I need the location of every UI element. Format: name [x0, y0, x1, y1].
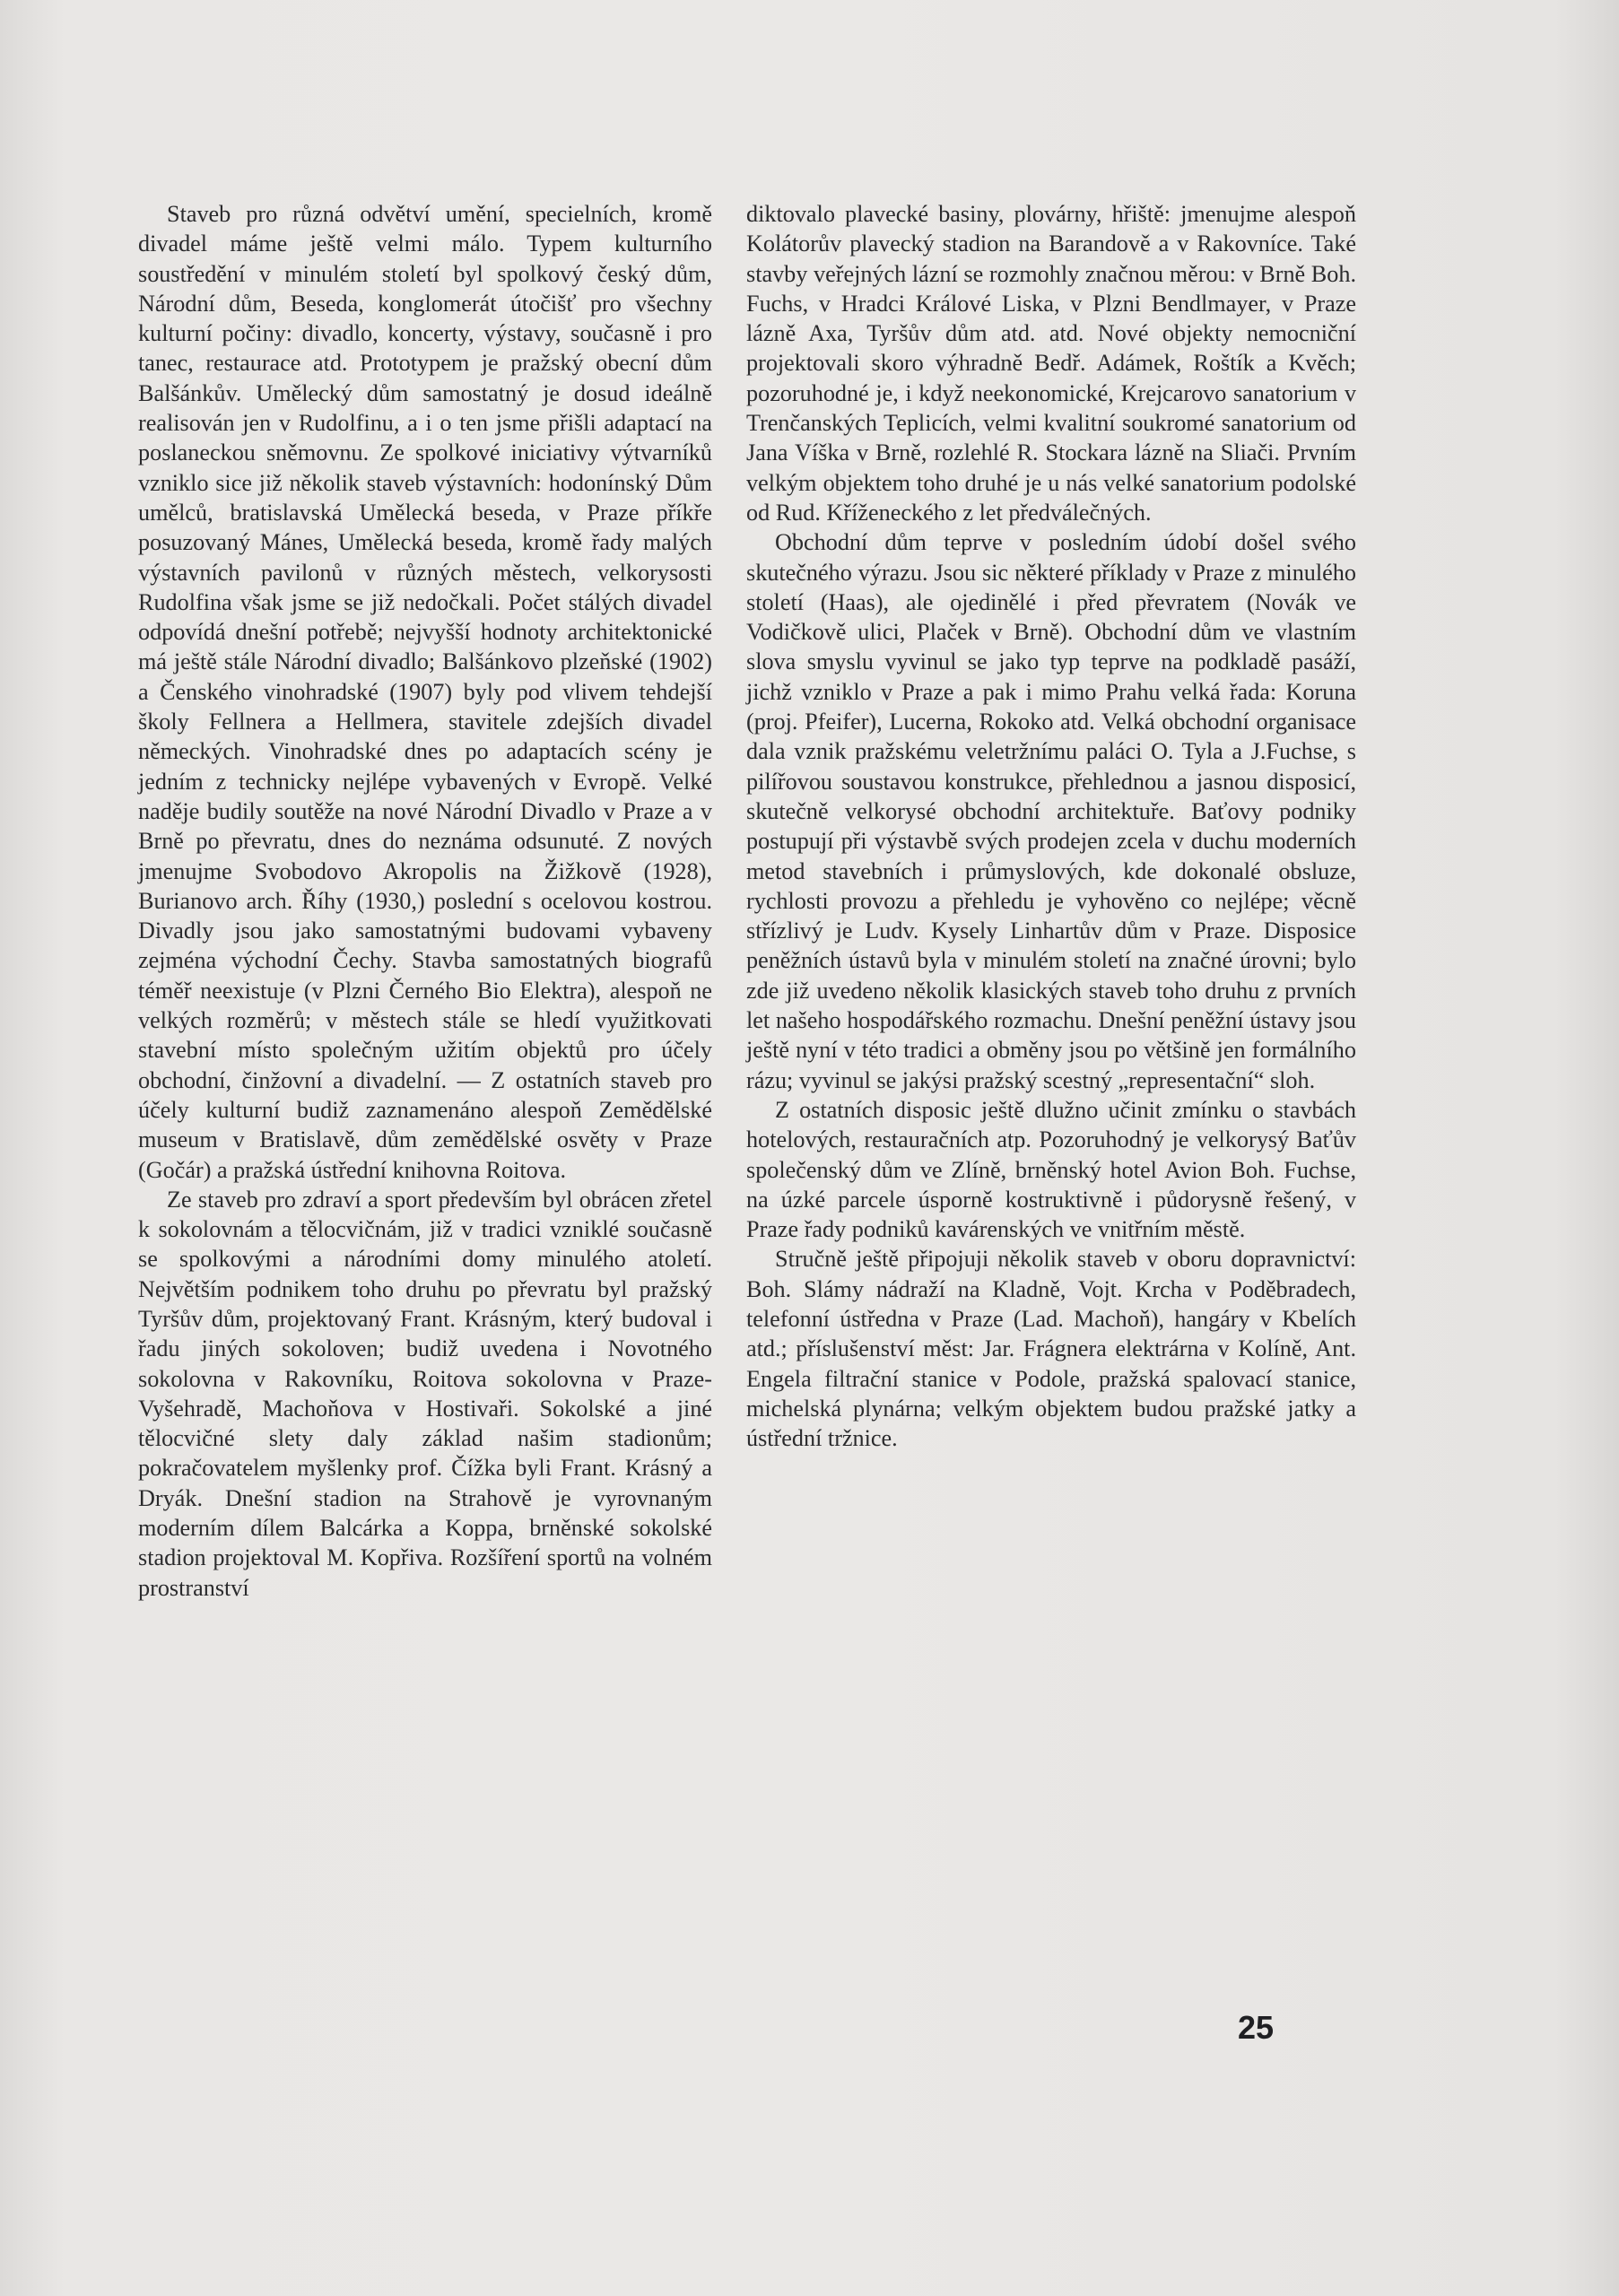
- page-number: 25: [1238, 2009, 1275, 2046]
- right-text-column: [746, 199, 1356, 1453]
- paragraph-culture-buildings: Staveb pro různá odvětví umění, specielních, kromě divadel máme ještě velmi málo. Typem kulturního soustředění v minulém století byl spolkový český dům, Národní dům, Beseda, konglomerát útočišť pro všechny kulturní počiny: divadlo, koncerty, výstavy, současně i pro tanec, restaurace atd. Prototypem je pražský obecní dům Balšánkův. Umělecký dům samostatný je dosud ideálně realisován jen v Rudolfinu, a i o ten jsme přišli adaptací na poslaneckou sněmovnu. Ze spolkové iniciativy výtvarníků vzniklo sice již několik staveb výstavních: hodonínský Dům umělců, bratislavská Umělecká beseda, v Praze příkře posuzovaný Mánes, Umělecká beseda, kromě řady malých výstavních pavilonů v různých městech, velkorysosti Rudolfina však jsme se již nedočkali. Počet stálých divadel odpovídá dnešní potřebě; nejvyšší hodnoty architektonické má ještě stále Národní divadlo; Balšánkovo plzeňské (1902) a Čenského vinohradské (1907) byly pod vlivem tehdejší školy Fellnera a Hellmera, stavitele zdejších divadel německých. Vinohradské dnes po adaptacích scény je jedním z technicky nejlépe vybavených v Evropě. Velké naděje budily soutěže na nové Národní Divadlo v Praze a v Brně po převratu, dnes do neznáma odsunuté. Z nových jmenujme Svobodovo Akropolis na Žižkově (1928), Burianovo arch. Říhy (1930,) poslední s ocelovou kostrou. Divadly jsou jako samostatnými budovami vybaveny zejména východní Čechy. Stavba samostatných biografů téměř neexistuje (v Plzni Černého Bio Elektra), alespoň ne velkých rozměrů; v městech stále se hledí využitkovati stavební místo společným užitím objektů pro účely obchodní, činžovní a divadelní. — Z ostatních staveb pro účely kulturní budiž zaznamenáno alespoň Zemědělské museum v Bratislavě, dům zemědělské osvěty v Praze (Gočár) a pražská ústřední knihovna Roitova.: [138, 201, 712, 1183]
- paragraph-swimming-hospitals: diktovalo plavecké basiny, plovárny, hřiště: jmenujme alespoň Kolátorův plavecký stadion na Barandově a v Rakovníce. Také stavby veřejných lázní se rozmohly značnou měrou: v Brně Boh. Fuchs, v Hradci Králové Liska, v Plzni Bendlmayer, v Praze lázně Axa, Tyršův dům atd. atd. Nové objekty nemocniční projektovali skoro výhradně Bedř. Adámek, Roštík a Kvěch; pozoruhodné je, i když neekonomické, Krejcarovo sanatorium v Trenčanských Teplicích, velmi kvalitní soukromé sanatorium od Jana Víška v Brně, rozlehlé R. Stockara lázně na Sliači. Prvním velkým objektem toho druhé je u nás velké sanatorium podolské od Rud. Kříženeckého z let předválečných.: [746, 201, 1356, 526]
- left-text-column: [138, 199, 712, 1603]
- paragraph-commercial-buildings: Obchodní dům teprve v posledním údobí došel svého skutečného výrazu. Jsou sic některé příklady v Praze z minulého století (Haas), ale ojedinělé i před převratem (Novák ve Vodičkově ulici, Plaček v Brně). Obchodní dům ve vlastním slova smyslu vyvinul se jako typ teprve na podkladě pasáží, jichž vzniklo v Praze a pak i mimo Prahu velká řada: Koruna (proj. Pfeifer), Lucerna, Rokoko atd. Velká obchodní organisace dala vznik pražskému veletržnímu paláci O. Tyla a J.Fuchse, s pilířovou soustavou konstrukce, přehlednou a jasnou disposicí, skutečně velkorysé obchodní architektuře. Baťovy podniky postupují při výstavbě svých prodejen zcela v duchu moderních metod stavebních i průmyslových, kde dokonalé obsluze, rychlosti provozu a přehledu je vyhověno co nejlépe; věcně střízlivý je Ludv. Kysely Linhartův dům v Praze. Disposice peněžních ústavů byla v minulém století na značné úrovni; bylo zde již uvedeno několik klasických staveb toho druhu z prvních let našeho hospodářského rozmachu. Dnešní peněžní ústavy jsou ještě nyní v této tradici a obměny jsou po většině jen formálního rázu; vyvinul se jakýsi pražský scestný „representační“ sloh.: [746, 529, 1356, 1093]
- paragraph-health-sport: Ze staveb pro zdraví a sport především byl obrácen zřetel k sokolovnám a tělocvičnám, již v tradici vzniklé současně se spolkovými a národními domy minulého atoletí. Největším podnikem toho druhu po převratu byl pražský Tyršův dům, projektovaný Frant. Krásným, který budoval i řadu jiných sokoloven; budiž uvedena i Novotného sokolovna v Rakovníku, Roitova sokolovna v Praze-Vyšehradě, Machoňova v Hostivaři. Sokolské a jiné tělocvičné slety daly základ našim stadionům; pokračovatelem myšlenky prof. Čížka byli Frant. Krásný a Dryák. Dnešní stadion na Strahově je vyrovnaným moderním dílem Balcárka a Koppa, brněnské sokolské stadion projektoval M. Kopřiva. Rozšíření sportů na volném prostranství: [138, 1186, 712, 1601]
- paragraph-transport: Stručně ještě připojuji několik staveb v oboru dopravnictví: Boh. Slámy nádraží na Kladně, Vojt. Krcha v Poděbradech, telefonní ústředna v Praze (Lad. Machoň), hangáry v Kbelích atd.; příslušenství měst: Jar. Frágnera elektrárna v Kolíně, Ant. Engela filtrační stanice v Podole, pražská spalovací stanice, michelská plynárna; velkým objektem budou pražské jatky a ústřední tržnice.: [746, 1246, 1356, 1452]
- paragraph-hotels-restaurants: Z ostatních disposic ještě dlužno učinit zmínku o stavbách hotelových, restauračních atp. Pozoruhodný je velkorysý Baťův společenský dům ve Zlíně, brněnský hotel Avion Boh. Fuchse, na úzké parcele úsporně kostruktivně i půdorysně řešený, v Praze řady podniků kavárenských ve vnitřním městě.: [746, 1096, 1356, 1243]
